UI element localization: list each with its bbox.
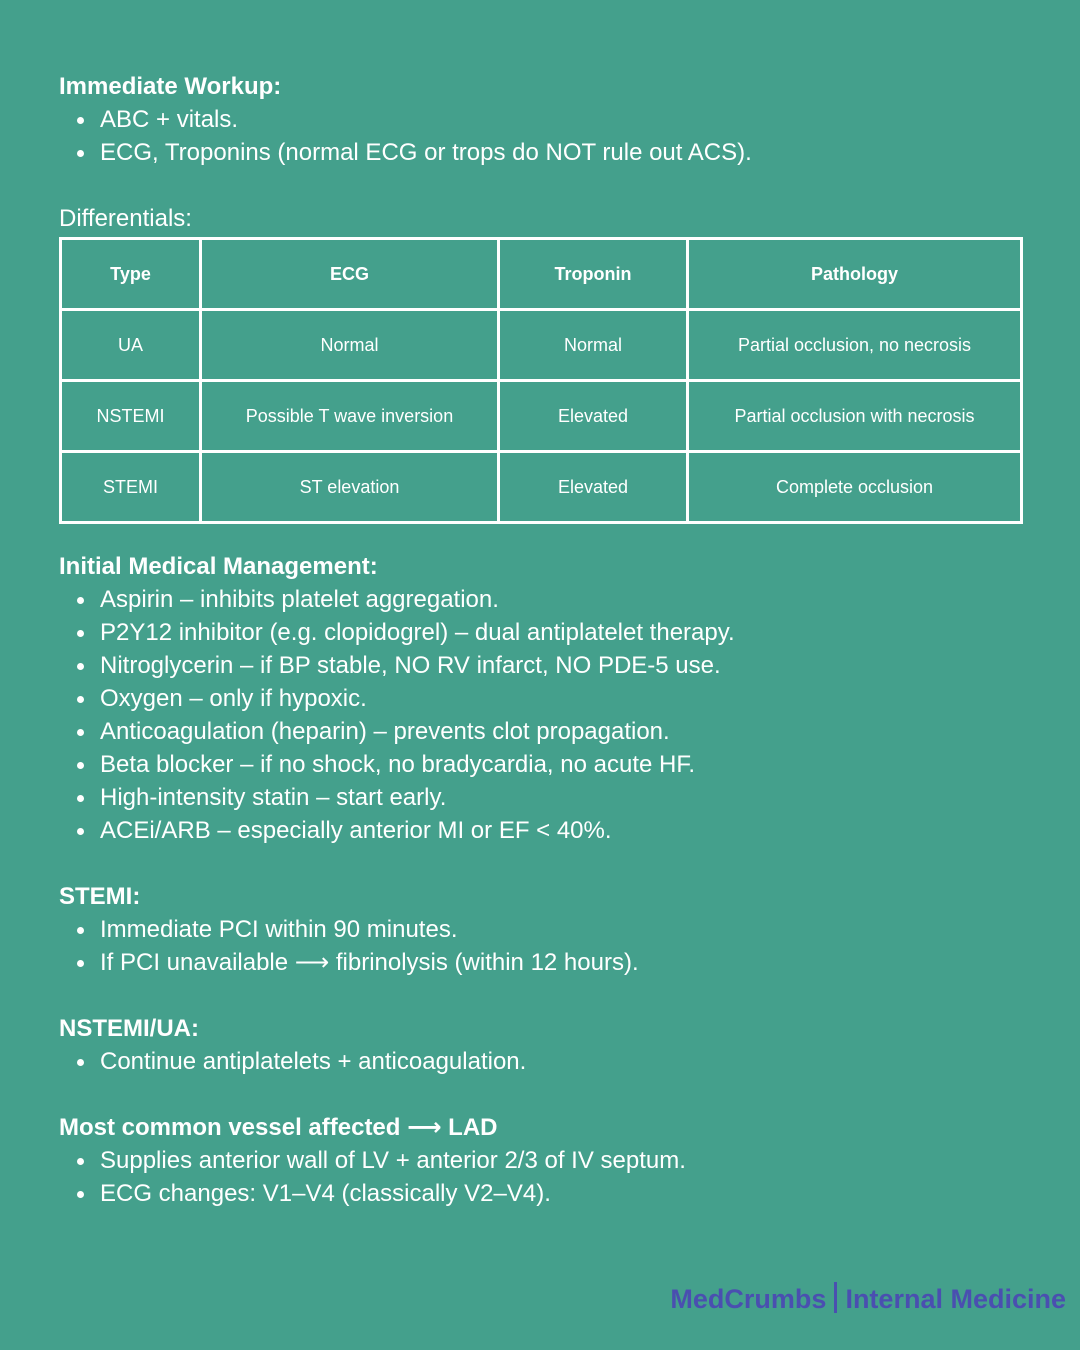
list-item: High-intensity statin – start early. — [100, 781, 1021, 814]
table-cell: Normal — [499, 310, 688, 381]
table-cell: Partial occlusion, no necrosis — [688, 310, 1022, 381]
management-list — [59, 583, 1021, 847]
stemi-list — [59, 913, 1021, 979]
header-pathology: Pathology — [688, 239, 1022, 310]
vessel-list — [59, 1144, 1021, 1210]
table-header-row — [61, 239, 1022, 310]
list-item: Aspirin – inhibits platelet aggregation. — [100, 583, 1021, 616]
list-item: Supplies anterior wall of LV + anterior 2/3 of IV septum. — [100, 1144, 1021, 1177]
brand-category: Internal Medicine — [845, 1284, 1066, 1314]
brand-name: MedCrumbs — [670, 1284, 827, 1314]
management-section — [59, 550, 1021, 847]
workup-list — [59, 103, 1021, 169]
table-row — [61, 452, 1022, 523]
header-ecg: ECG — [201, 239, 499, 310]
list-item: ABC + vitals. — [100, 103, 1021, 136]
footer-brand — [670, 1282, 1066, 1316]
list-item: Immediate PCI within 90 minutes. — [100, 913, 1021, 946]
list-item: ACEi/ARB – especially anterior MI or EF < 40%. — [100, 814, 1021, 847]
vessel-title: Most common vessel affected ⟶ LAD — [59, 1114, 498, 1141]
table-cell: NSTEMI — [61, 381, 201, 452]
table-cell: Possible T wave inversion — [201, 381, 499, 452]
differentials-table — [59, 237, 1023, 524]
management-title: Initial Medical Management: — [59, 553, 378, 580]
workup-title: Immediate Workup: — [59, 73, 282, 100]
workup-section — [59, 70, 1021, 169]
nstemi-list — [59, 1045, 1021, 1078]
list-item: Nitroglycerin – if BP stable, NO RV infarct, NO PDE-5 use. — [100, 649, 1021, 682]
table-cell: UA — [61, 310, 201, 381]
list-item: If PCI unavailable ⟶ fibrinolysis (within 12 hours). — [100, 946, 1021, 979]
table-cell: ST elevation — [201, 452, 499, 523]
table-cell: Normal — [201, 310, 499, 381]
list-item: P2Y12 inhibitor (e.g. clopidogrel) – dual antiplatelet therapy. — [100, 616, 1021, 649]
content — [59, 70, 1021, 1243]
differentials-section — [59, 202, 1021, 524]
list-item: ECG changes: V1–V4 (classically V2–V4). — [100, 1177, 1021, 1210]
table-cell: Partial occlusion with necrosis — [688, 381, 1022, 452]
brand-divider — [834, 1282, 837, 1313]
table-row — [61, 310, 1022, 381]
table-cell: Elevated — [499, 452, 688, 523]
list-item: Oxygen – only if hypoxic. — [100, 682, 1021, 715]
nstemi-section — [59, 1012, 1021, 1078]
list-item: Continue antiplatelets + anticoagulation. — [100, 1045, 1021, 1078]
header-troponin: Troponin — [499, 239, 688, 310]
differentials-title: Differentials: — [59, 205, 192, 232]
nstemi-title: NSTEMI/UA: — [59, 1015, 199, 1042]
stemi-title: STEMI: — [59, 883, 141, 910]
list-item: Beta blocker – if no shock, no bradycardia, no acute HF. — [100, 748, 1021, 781]
table-cell: Elevated — [499, 381, 688, 452]
table-cell: STEMI — [61, 452, 201, 523]
table-row — [61, 381, 1022, 452]
vessel-section — [59, 1111, 1021, 1210]
stemi-section — [59, 880, 1021, 979]
header-type: Type — [61, 239, 201, 310]
list-item: Anticoagulation (heparin) – prevents clot propagation. — [100, 715, 1021, 748]
table-cell: Complete occlusion — [688, 452, 1022, 523]
list-item: ECG, Troponins (normal ECG or trops do NOT rule out ACS). — [100, 136, 1021, 169]
